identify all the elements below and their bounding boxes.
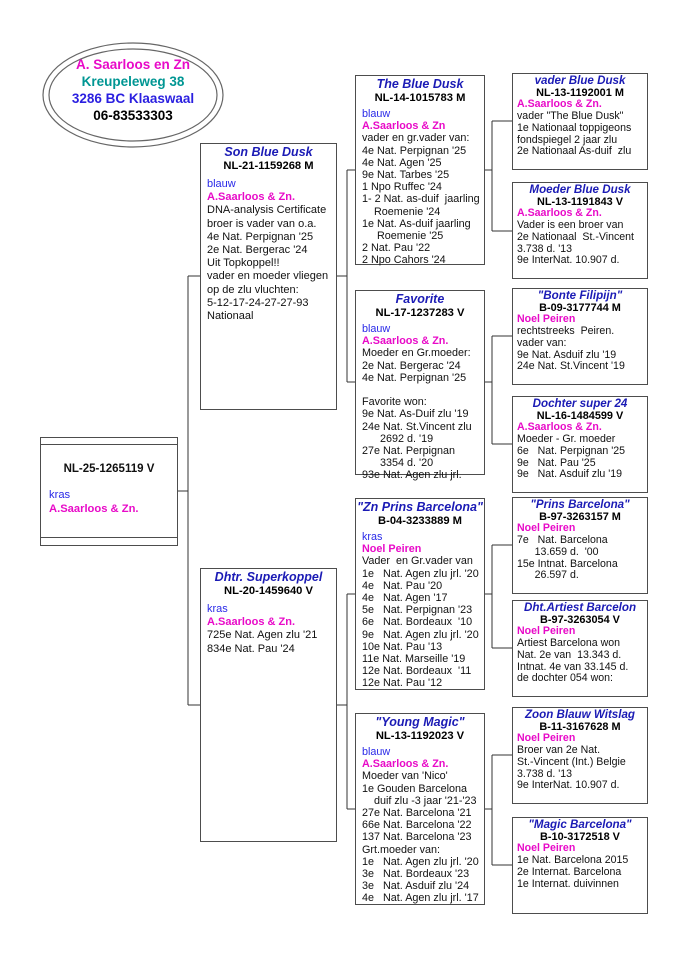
owner-name: A.Saarloos & Zn.	[517, 421, 602, 434]
pedigree-text-line: 9e Nat. Asduif zlu '19	[517, 468, 623, 481]
pedigree-text-line: duif zlu -3 jaar '21-'23	[362, 794, 477, 807]
pedigree-text-line: 1e Internat. duivinnen	[517, 877, 619, 890]
pedigree-text-line: Moeder van 'Nico'	[362, 770, 448, 783]
color-label: kras	[207, 603, 228, 615]
pigeon-name: Son Blue Dusk	[224, 145, 313, 159]
pedigree-text-line: 725e Nat. Agen zlu '21	[207, 629, 318, 642]
pedigree-text-line: 2e Nationaal As-duif zlu	[517, 145, 632, 158]
ring-number: B-97-3263054 V	[540, 613, 620, 626]
pedigree-text-line: vader en gr.vader van:	[362, 132, 470, 145]
owner-name: Noel Peiren	[517, 313, 576, 326]
pedigree-text-line: 11e Nat. Marseille '19	[362, 653, 466, 666]
performance-lines	[517, 535, 645, 582]
owner-name: A.Saarloos & Zn.	[207, 191, 296, 204]
owner-name: Noel Peiren	[517, 842, 576, 855]
pedigree-text-line: de dochter 054 won:	[517, 672, 614, 685]
pedigree-text-line: 2e Nat. Bergerac '24	[207, 244, 308, 257]
performance-lines	[362, 132, 482, 266]
pedigree-text-line: vader en moeder vliegen	[207, 270, 329, 283]
pedigree-text-line: 10e Nat. Pau '13	[362, 640, 443, 653]
pigeon-name: The Blue Dusk	[376, 77, 464, 91]
pedigree-box-dhtr-superkoppel	[200, 568, 337, 842]
pigeon-name: "Prins Barcelona"	[530, 498, 630, 511]
pedigree-box-dochter-super-24	[512, 396, 648, 493]
pedigree-text-line: Vader is een broer van	[517, 219, 624, 232]
pedigree-box-magic-barcelona	[512, 817, 648, 914]
pedigree-text-line: 2692 d. '19	[362, 432, 434, 445]
pedigree-text-line: 2e Nationaal St.-Vincent	[517, 230, 634, 243]
pedigree-text-line: 2e Nat. Bergerac '24	[362, 359, 461, 372]
pedigree-text-line: 2 Npo Cahors '24	[362, 254, 446, 267]
pedigree-text-line: DNA-analysis Certificate	[207, 204, 327, 217]
pedigree-text-line: Uit Topkoppel!!	[207, 257, 280, 270]
pedigree-text-line: 3.738 d. '13	[517, 242, 573, 255]
performance-lines	[517, 745, 645, 792]
pedigree-box-son-blue-dusk	[200, 143, 337, 410]
pedigree-text-line: vader van:	[517, 336, 567, 349]
pedigree-text-line: 12e Nat. Bordeaux '11	[362, 665, 472, 678]
loft-logo	[43, 56, 223, 124]
ring-number: NL-16-1484599 V	[536, 409, 624, 422]
pedigree-text-line: 9e Nat. Pau '25	[517, 456, 596, 469]
pedigree-box-prins-barcelona	[512, 497, 648, 594]
pedigree-text-line: 93e Nat. Agen zlu jrl.	[362, 469, 462, 482]
pedigree-text-line: 1e Nat. Agen zlu jrl. '20	[362, 567, 479, 580]
pigeon-name: Moeder Blue Dusk	[529, 183, 631, 196]
divider	[41, 537, 177, 538]
pedigree-text-line: Nat. 2e van 13.343 d.	[517, 648, 622, 661]
pedigree-text-line: 12e Nat. Pau '12	[362, 677, 443, 690]
pedigree-text-line: 3e Nat. Asduif zlu '24	[362, 880, 470, 893]
pedigree-text-line: fondspiegel 2 jaar zlu	[517, 133, 618, 146]
pedigree-text-line: 4e Nat. Agen '25	[362, 156, 442, 169]
pigeon-name: Dht.Artiest Barcelon	[523, 601, 637, 614]
pedigree-box-zn-prins-barcelona	[355, 498, 485, 690]
pedigree-text-line: 66e Nat. Barcelona '22	[362, 819, 472, 832]
pedigree-text-line: Nationaal	[207, 310, 254, 323]
pedigree-text-line: Artiest Barcelona won	[517, 637, 621, 650]
pedigree-box-bonte-filipijn	[512, 288, 648, 385]
pedigree-box-vader-blue-dusk	[512, 73, 648, 170]
pedigree-text-line: 4e Nat. Perpignan '25	[207, 230, 314, 243]
pedigree-text-line: 15e Intnat. Barcelona	[517, 557, 618, 570]
owner-name: A.Saarloos & Zn.	[362, 758, 449, 771]
performance-lines	[517, 326, 645, 373]
pedigree-text-line: 1- 2 Nat. as-duif jaarling	[362, 193, 480, 206]
pedigree-text-line: 9e Nat. Tarbes '25	[362, 169, 450, 182]
pedigree-text-line: 3e Nat. Bordeaux '23	[362, 868, 470, 881]
loft-phone: 06-83533303	[93, 108, 173, 123]
pedigree-text-line: 13.659 d. '00	[517, 545, 599, 558]
ring-number: NL-13-1192023 V	[375, 729, 465, 742]
pedigree-text-line: 4e Nat. Perpignan '25	[362, 371, 467, 384]
pedigree-box-zoon-blauw-witslag	[512, 707, 648, 804]
pedigree-text-line: 2 Nat. Pau '22	[362, 242, 431, 255]
ring-number: B-09-3177744 M	[539, 301, 621, 314]
owner-name: A.Saarloos & Zn.	[362, 335, 449, 348]
pedigree-text-line: 2e Internat. Barcelona	[517, 865, 622, 878]
loft-street: Kreupeleweg 38	[81, 74, 185, 89]
owner-name: A.Saarloos & Zn.	[517, 98, 602, 111]
pedigree-text-line: Vader en Gr.vader van	[362, 555, 473, 568]
ring-number: NL-13-1192001 M	[536, 86, 624, 99]
owner-name: Noel Peiren	[517, 522, 576, 535]
pedigree-text-line: Intnat. 4e van 33.145 d.	[517, 660, 629, 673]
pedigree-text-line: 24e Nat. St.Vincent '19	[517, 360, 625, 373]
pedigree-text-line: 4e Nat. Pau '20	[362, 579, 443, 592]
performance-lines	[517, 220, 645, 267]
pedigree-text-line: 9e Nat. Asduif zlu '19	[517, 348, 617, 361]
loft-city: 3286 BC Klaaswaal	[71, 91, 195, 106]
ring-number: NL-17-1237283 V	[375, 306, 465, 319]
performance-lines	[517, 638, 645, 685]
pedigree-text-line: 1e Nat. Agen zlu jrl. '20	[362, 855, 479, 868]
performance-lines	[517, 855, 645, 890]
performance-lines	[362, 770, 482, 904]
pedigree-text-line: 26.597 d.	[517, 569, 579, 582]
pedigree-box-favorite	[355, 290, 485, 482]
performance-lines	[517, 111, 645, 158]
pedigree-box-the-blue-dusk	[355, 75, 485, 265]
pedigree-text-line: 9e Nat. Agen zlu jrl. '20	[362, 628, 479, 641]
ring-number: NL-14-1015783 M	[374, 91, 466, 104]
owner-name: Noel Peiren	[362, 543, 422, 556]
pedigree-box-young-magic	[355, 713, 485, 905]
owner-name: A.Saarloos & Zn.	[49, 503, 139, 515]
ring-number: B-04-3233889 M	[378, 514, 462, 527]
owner-name: A.Saarloos & Zn.	[517, 207, 602, 220]
ring-number: NL-13-1191843 V	[537, 195, 623, 208]
owner-name: Noel Peiren	[517, 625, 576, 638]
pedigree-box-dht-artiest-barcelon	[512, 600, 648, 697]
pedigree-text-line: 3.738 d. '13	[517, 767, 573, 780]
performance-lines	[362, 347, 482, 481]
divider	[41, 444, 177, 445]
pigeon-name: Zoon Blauw Witslag	[524, 708, 636, 721]
pedigree-text-line: 9e InterNat. 10.907 d.	[517, 254, 620, 267]
color-label: blauw	[207, 178, 236, 190]
loft-name: A. Saarloos en Zn	[75, 57, 191, 72]
pigeon-name: vader Blue Dusk	[534, 74, 626, 87]
pigeon-name: Dhtr. Superkoppel	[214, 570, 323, 584]
pigeon-name: "Young Magic"	[375, 715, 465, 729]
pedigree-text-line: 7e Nat. Barcelona	[517, 534, 608, 547]
pedigree-text-line: Moeder en Gr.moeder:	[362, 347, 471, 360]
pedigree-box-moeder-blue-dusk	[512, 182, 648, 279]
color-label: blauw	[362, 108, 391, 120]
pedigree-text-line: 1e Gouden Barcelona	[362, 782, 468, 795]
pedigree-text-line: 137 Nat. Barcelona '23	[362, 831, 472, 844]
owner-name: A.Saarloos & Zn	[362, 120, 446, 133]
pedigree-text-line: St.-Vincent (Int.) Belgie	[517, 755, 626, 768]
pedigree-text-line: 27e Nat. Barcelona '21	[362, 807, 472, 820]
pedigree-text-line: Grt.moeder van:	[362, 843, 441, 856]
pedigree-text-line	[362, 384, 482, 396]
pedigree-text-line: 9e Nat. As-Duif zlu '19	[362, 408, 469, 421]
pedigree-text-line: rechtstreeks Peiren.	[517, 325, 615, 338]
pedigree-text-line: vader "The Blue Dusk"	[517, 110, 624, 123]
pedigree-text-line: 1 Npo Ruffec '24	[362, 181, 442, 194]
pigeon-name: "Magic Barcelona"	[528, 818, 632, 831]
pedigree-box-subject	[40, 437, 178, 546]
pigeon-name: "Bonte Filipijn"	[537, 289, 623, 302]
pigeon-name: "Zn Prins Barcelona"	[357, 500, 483, 514]
ring-number: NL-21-1159268 M	[223, 159, 314, 172]
pedigree-text-line: 1e Nat. As-duif jaarling	[362, 217, 471, 230]
pedigree-text-line: 24e Nat. St.Vincent zlu	[362, 420, 472, 433]
pedigree-text-line: 9e InterNat. 10.907 d.	[517, 779, 620, 792]
pedigree-text-line: Broer van 2e Nat.	[517, 744, 601, 757]
performance-lines	[517, 434, 645, 481]
pedigree-text-line: 4e Nat. Agen '17	[362, 592, 448, 605]
color-label: kras	[362, 531, 383, 543]
pedigree-text-line: op de zlu vluchten:	[207, 283, 299, 296]
pedigree-text-line: Favorite won:	[362, 396, 427, 409]
owner-name: A.Saarloos & Zn.	[207, 616, 296, 629]
ring-number: B-11-3167628 M	[539, 720, 621, 733]
pedigree-text-line: 27e Nat. Perpignan	[362, 445, 456, 458]
ring-number: NL-25-1265119 V	[63, 463, 155, 475]
pedigree-text-line: 6e Nat. Bordeaux '10	[362, 616, 473, 629]
ring-number: B-10-3172518 V	[540, 830, 620, 843]
performance-lines	[362, 555, 482, 689]
pedigree-text-line: 834e Nat. Pau '24	[207, 642, 295, 655]
pedigree-text-line: Roemenie '25	[362, 230, 444, 243]
owner-name: Noel Peiren	[517, 732, 576, 745]
performance-lines	[207, 204, 334, 323]
pigeon-name: Favorite	[395, 292, 445, 306]
pigeon-name: Dochter super 24	[532, 397, 628, 410]
pedigree-text-line: 5e Nat. Perpignan '23	[362, 604, 473, 617]
pedigree-text-line: Moeder - Gr. moeder	[517, 433, 616, 446]
pedigree-text-line: 5-12-17-24-27-27-93	[207, 296, 309, 309]
pedigree-text-line: 1e Nationaal toppigeons	[517, 121, 632, 134]
pedigree-text-line: 1e Nat. Barcelona 2015	[517, 854, 629, 867]
pedigree-text-line: broer is vader van o.a.	[207, 217, 317, 230]
ring-number: NL-20-1459640 V	[224, 584, 313, 597]
color-label: blauw	[362, 323, 391, 335]
pedigree-text-line: Roemenie '24	[362, 205, 441, 218]
pedigree-text-line: 4e Nat. Agen zlu jrl. '17	[362, 892, 479, 905]
pedigree-text-line: 3354 d. '20	[362, 457, 434, 470]
pedigree-text-line: 6e Nat. Perpignan '25	[517, 444, 626, 457]
color-label: blauw	[362, 746, 391, 758]
pedigree-text-line: 4e Nat. Perpignan '25	[362, 144, 467, 157]
ring-number: B-97-3263157 M	[539, 510, 621, 523]
performance-lines	[207, 629, 334, 655]
color-label: kras	[49, 489, 71, 501]
